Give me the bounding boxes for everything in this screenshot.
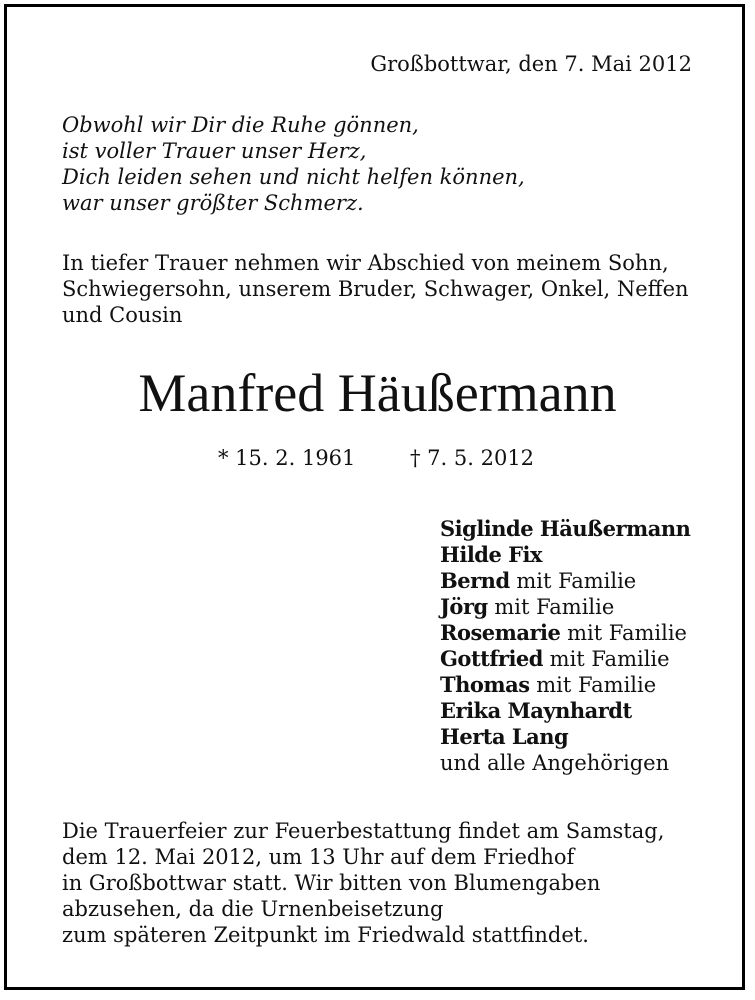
family-member — [440, 516, 690, 542]
family-member-name: Bernd — [440, 568, 510, 593]
family-member — [440, 698, 690, 724]
family-closing: und alle Angehörigen — [440, 751, 670, 775]
family-member-name: Jörg — [440, 594, 488, 619]
family-member — [440, 542, 690, 568]
intro-text — [62, 250, 702, 328]
family-list — [440, 516, 690, 776]
funeral-info — [62, 818, 664, 948]
place-date: Großbottwar, den 7. Mai 2012 — [370, 52, 692, 76]
funeral-info-line: zum späteren Zeitpunkt im Friedwald stattfindet. — [62, 923, 589, 947]
family-member-name: Herta Lang — [440, 724, 569, 749]
family-member — [440, 594, 690, 620]
family-member-name: Thomas — [440, 672, 530, 697]
poem-line: Obwohl wir Dir die Ruhe gönnen, — [62, 113, 419, 137]
death-date: † 7. 5. 2012 — [410, 446, 535, 470]
intro-line: In tiefer Trauer nehmen wir Abschied von meinem Sohn, — [62, 251, 669, 275]
family-member-name: Siglinde Häußermann — [440, 516, 691, 541]
funeral-info-line: in Großbottwar statt. Wir bitten von Blumengaben — [62, 871, 601, 895]
poem — [62, 112, 525, 216]
family-member — [440, 724, 690, 750]
family-member-suffix: mit Familie — [567, 621, 687, 645]
poem-line: war unser größter Schmerz. — [62, 191, 364, 215]
deceased-name: Manfred Häußermann — [138, 363, 617, 423]
intro-line: Schwiegersohn, unserem Bruder, Schwager, Onkel, Neffen — [62, 277, 689, 301]
funeral-info-line: Die Trauerfeier zur Feuerbestattung findet am Samstag, — [62, 819, 665, 843]
family-member-name: Gottfried — [440, 646, 543, 671]
family-member — [440, 568, 690, 594]
family-member — [440, 646, 690, 672]
family-member-suffix: mit Familie — [516, 569, 637, 593]
funeral-info-line: abzusehen, da die Urnenbeisetzung — [62, 897, 444, 921]
family-member — [440, 620, 690, 646]
poem-line: ist voller Trauer unser Herz, — [62, 139, 367, 163]
family-member-name: Rosemarie — [440, 620, 561, 645]
poem-line: Dich leiden sehen und nicht helfen können, — [62, 165, 525, 189]
funeral-info-line: dem 12. Mai 2012, um 13 Uhr auf dem Friedhof — [62, 845, 575, 869]
family-member-name: Erika Maynhardt — [440, 698, 632, 723]
family-member-suffix: mit Familie — [549, 647, 670, 671]
family-member-suffix: mit Familie — [536, 673, 657, 697]
family-member — [440, 672, 690, 698]
family-member-name: Hilde Fix — [440, 542, 543, 567]
family-member-suffix: mit Familie — [494, 595, 615, 619]
birth-date: * 15. 2. 1961 — [218, 446, 356, 470]
intro-line: und Cousin — [62, 303, 183, 327]
